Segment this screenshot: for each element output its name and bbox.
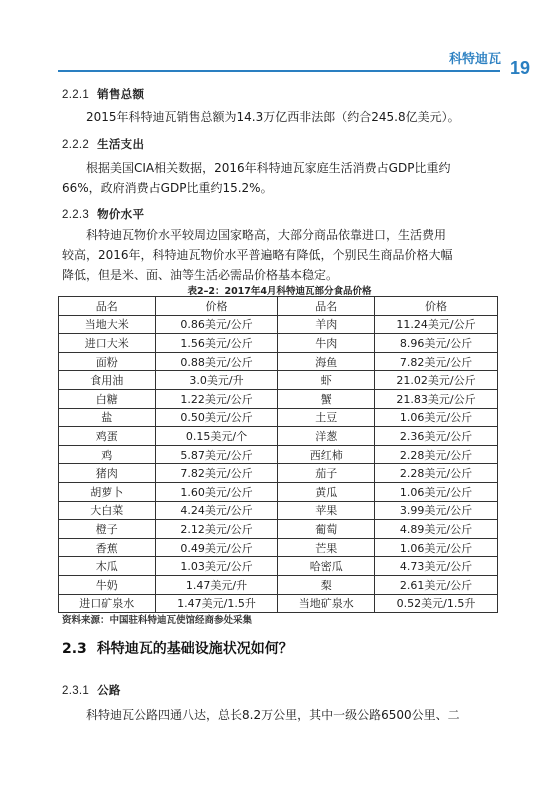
cell-item: 鸡蛋 (59, 427, 156, 446)
cell-item: 苹果 (278, 501, 375, 520)
cell-price: 0.88美元/公斤 (155, 352, 278, 371)
paragraph-line: 较高，2016年，科特迪瓦物价水平普遍略有降低，个别民生商品价格大幅 (62, 248, 453, 262)
cell-price: 5.87美元/公斤 (155, 445, 278, 464)
heading-2-2-2 (62, 136, 144, 152)
paragraph-line: 2015年科特迪瓦销售总额为14.3万亿西非法郎（约合245.8亿美元）。 (86, 110, 460, 124)
heading-2-2-1 (62, 86, 144, 102)
cell-item: 盐 (59, 408, 156, 427)
cell-price: 3.99美元/公斤 (375, 501, 498, 520)
cell-item: 进口矿泉水 (59, 594, 156, 613)
paragraph-line: 66%，政府消费占GDP比重约15.2%。 (62, 181, 273, 195)
heading-text: 物价水平 (97, 207, 145, 221)
table-row (59, 352, 498, 371)
table-row (59, 371, 498, 390)
table-row (59, 408, 498, 427)
cell-item: 白糖 (59, 389, 156, 408)
heading-number: 2.3.1 (62, 685, 90, 697)
heading-text: 公路 (97, 683, 121, 697)
cell-price: 0.52美元/1.5升 (375, 594, 498, 613)
cell-price: 1.47美元/1.5升 (155, 594, 278, 613)
cell-item: 蟹 (278, 389, 375, 408)
cell-price: 1.06美元/公斤 (375, 482, 498, 501)
cell-price: 2.61美元/公斤 (375, 575, 498, 594)
cell-item: 芒果 (278, 538, 375, 557)
cell-price: 0.50美元/公斤 (155, 408, 278, 427)
table-row (59, 557, 498, 576)
cell-price: 21.83美元/公斤 (375, 389, 498, 408)
cell-item: 橙子 (59, 520, 156, 539)
cell-price: 2.36美元/公斤 (375, 427, 498, 446)
cell-price: 2.12美元/公斤 (155, 520, 278, 539)
cell-item: 黄瓜 (278, 482, 375, 501)
heading-text: 科特迪瓦的基础设施状况如何？ (96, 641, 293, 657)
cell-item: 哈密瓜 (278, 557, 375, 576)
paragraph-roads (62, 705, 502, 725)
cell-item: 当地大米 (59, 315, 156, 334)
heading-text: 生活支出 (97, 137, 145, 151)
cell-item: 土豆 (278, 408, 375, 427)
cell-item: 当地矿泉水 (278, 594, 375, 613)
heading-text: 销售总额 (97, 87, 145, 101)
cell-item: 胡萝卜 (59, 482, 156, 501)
table-row (59, 594, 498, 613)
cell-item: 梨 (278, 575, 375, 594)
paragraph-line: 科特迪瓦物价水平较周边国家略高，大部分商品依靠进口，生活费用 (86, 228, 447, 242)
cell-item: 大白菜 (59, 501, 156, 520)
cell-price: 0.86美元/公斤 (155, 315, 278, 334)
table-row (59, 427, 498, 446)
cell-item: 洋葱 (278, 427, 375, 446)
cell-price: 1.06美元/公斤 (375, 538, 498, 557)
cell-item: 鸡 (59, 445, 156, 464)
column-header-price: 价格 (375, 297, 498, 316)
cell-price: 1.56美元/公斤 (155, 334, 278, 353)
table-row (59, 334, 498, 353)
cell-price: 4.73美元/公斤 (375, 557, 498, 576)
cell-price: 0.49美元/公斤 (155, 538, 278, 557)
cell-item: 食用油 (59, 371, 156, 390)
cell-item: 西红柿 (278, 445, 375, 464)
heading-number: 2.2.1 (62, 89, 90, 101)
cell-item: 虾 (278, 371, 375, 390)
cell-price: 1.47美元/升 (155, 575, 278, 594)
cell-price: 1.60美元/公斤 (155, 482, 278, 501)
cell-item: 进口大米 (59, 334, 156, 353)
cell-item: 海鱼 (278, 352, 375, 371)
heading-2-3-1 (62, 682, 121, 698)
cell-price: 8.96美元/公斤 (375, 334, 498, 353)
cell-item: 香蕉 (59, 538, 156, 557)
cell-item: 葡萄 (278, 520, 375, 539)
cell-price: 4.89美元/公斤 (375, 520, 498, 539)
table-header-row (59, 297, 498, 316)
table-row (59, 520, 498, 539)
cell-price: 4.24美元/公斤 (155, 501, 278, 520)
table-row (59, 389, 498, 408)
page-number: 19 (510, 58, 531, 78)
table-row (59, 538, 498, 557)
table-row (59, 575, 498, 594)
cell-price: 21.02美元/公斤 (375, 371, 498, 390)
cell-price: 7.82美元/公斤 (155, 464, 278, 483)
table-caption: 表2–2：2017年4月科特迪瓦部分食品价格 (187, 286, 372, 297)
heading-2-2-3 (62, 206, 144, 222)
cell-price: 1.06美元/公斤 (375, 408, 498, 427)
food-price-table (58, 296, 498, 613)
table-row (59, 445, 498, 464)
paragraph-line: 根据美国CIA相关数据，2016年科特迪瓦家庭生活消费占GDP比重约 (86, 161, 451, 175)
cell-item: 面粉 (59, 352, 156, 371)
running-header-title: 科特迪瓦 (448, 52, 501, 67)
cell-price: 2.28美元/公斤 (375, 445, 498, 464)
cell-price: 3.0美元/升 (155, 371, 278, 390)
cell-item: 牛肉 (278, 334, 375, 353)
heading-number: 2.2.3 (62, 209, 90, 221)
table-row (59, 482, 498, 501)
paragraph-sales-total (62, 107, 502, 127)
column-header-item: 品名 (59, 297, 156, 316)
heading-number: 2.3 (62, 641, 87, 657)
heading-2-3 (62, 638, 293, 658)
cell-price: 0.15美元/个 (155, 427, 278, 446)
cell-item: 茄子 (278, 464, 375, 483)
cell-price: 2.28美元/公斤 (375, 464, 498, 483)
cell-item: 木瓜 (59, 557, 156, 576)
header-rule (58, 70, 500, 72)
cell-item: 牛奶 (59, 575, 156, 594)
paragraph-price-level (62, 225, 502, 285)
table-row (59, 464, 498, 483)
column-header-price: 价格 (155, 297, 278, 316)
paragraph-living-expense (62, 158, 502, 198)
table-row (59, 501, 498, 520)
cell-price: 1.03美元/公斤 (155, 557, 278, 576)
cell-item: 猪肉 (59, 464, 156, 483)
table-source-note: 资料来源：中国驻科特迪瓦使馆经商参处采集 (62, 615, 253, 626)
table-row (59, 315, 498, 334)
paragraph-line: 科特迪瓦公路四通八达，总长8.2万公里，其中一级公路6500公里、二 (86, 708, 460, 722)
cell-item: 羊肉 (278, 315, 375, 334)
column-header-item: 品名 (278, 297, 375, 316)
cell-price: 7.82美元/公斤 (375, 352, 498, 371)
paragraph-line: 降低，但是米、面、油等生活必需品价格基本稳定。 (62, 268, 339, 282)
heading-number: 2.2.2 (62, 139, 90, 151)
cell-price: 11.24美元/公斤 (375, 315, 498, 334)
cell-price: 1.22美元/公斤 (155, 389, 278, 408)
